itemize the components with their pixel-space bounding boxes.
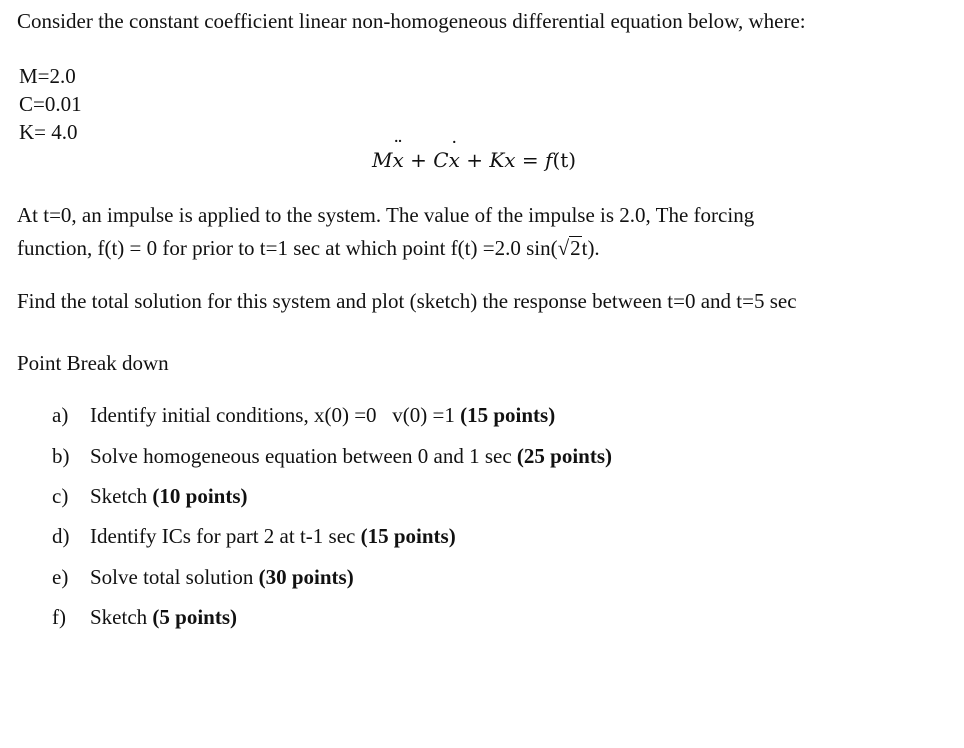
list-item-e [52,567,354,588]
eq-forcing-function: f [545,148,553,172]
list-points: (15 points) [360,524,456,548]
param-mass: M=2.0 [19,64,76,88]
list-item-f [52,607,237,628]
list-points: (15 points) [460,403,556,427]
list-letter: d) [52,524,70,548]
differential-equation [372,150,576,170]
param-stiffness: K= 4.0 [19,120,78,144]
eq-damping-symbol: C [433,148,449,172]
impulse-line2-pre: function, f(t) = 0 for prior to t=1 sec at which point f(t) =2.0 sin( [17,236,558,260]
list-item-d [52,526,456,547]
list-text: Solve homogeneous equation between 0 and 1 sec [90,444,517,468]
list-text: Sketch [90,605,153,629]
sqrt-radicand: 2 [570,236,581,260]
impulse-text-line2 [17,236,600,259]
list-text: Sketch [90,484,153,508]
list-item-a [52,405,555,426]
param-damping: C=0.01 [19,92,82,116]
list-points: (25 points) [516,444,612,468]
eq-plus-2: + [459,148,490,172]
list-points: (10 points) [152,484,248,508]
list-points: (5 points) [152,605,238,629]
eq-velocity-term: x ˙ [449,150,460,170]
breakdown-heading: Point Break down [17,351,169,375]
eq-forcing-arg: (t) [552,148,577,172]
list-points: (30 points) [258,565,354,589]
list-item-c [52,486,248,507]
list-letter: c) [52,484,69,508]
intro-text: Consider the constant coefficient linear non-homogeneous differential equation below, where: [17,9,806,33]
list-letter: f) [52,605,66,629]
eq-mass-symbol: M [372,148,393,172]
list-letter: e) [52,565,69,589]
eq-plus-1: + [403,148,434,172]
list-text: Solve total solution [90,565,259,589]
task-text: Find the total solution for this system and plot (sketch) the response between t=0 and t=5 sec [17,289,797,313]
list-letter: b) [52,444,70,468]
list-text: Identify initial conditions, x(0) =0 v(0) =1 [90,403,461,427]
list-item-b [52,446,612,467]
list-letter: a) [52,403,69,427]
list-text: Identify ICs for part 2 at t-1 sec [90,524,361,548]
sqrt-symbol: √ [557,236,570,260]
eq-acceleration-term: x ¨ [392,150,403,170]
eq-stiffness-term: Kx [489,148,516,172]
impulse-line2-post: t). [581,236,600,260]
impulse-text-line1: At t=0, an impulse is applied to the system. The value of the impulse is 2.0, The forcing [17,203,755,227]
eq-equals: = [515,148,546,172]
